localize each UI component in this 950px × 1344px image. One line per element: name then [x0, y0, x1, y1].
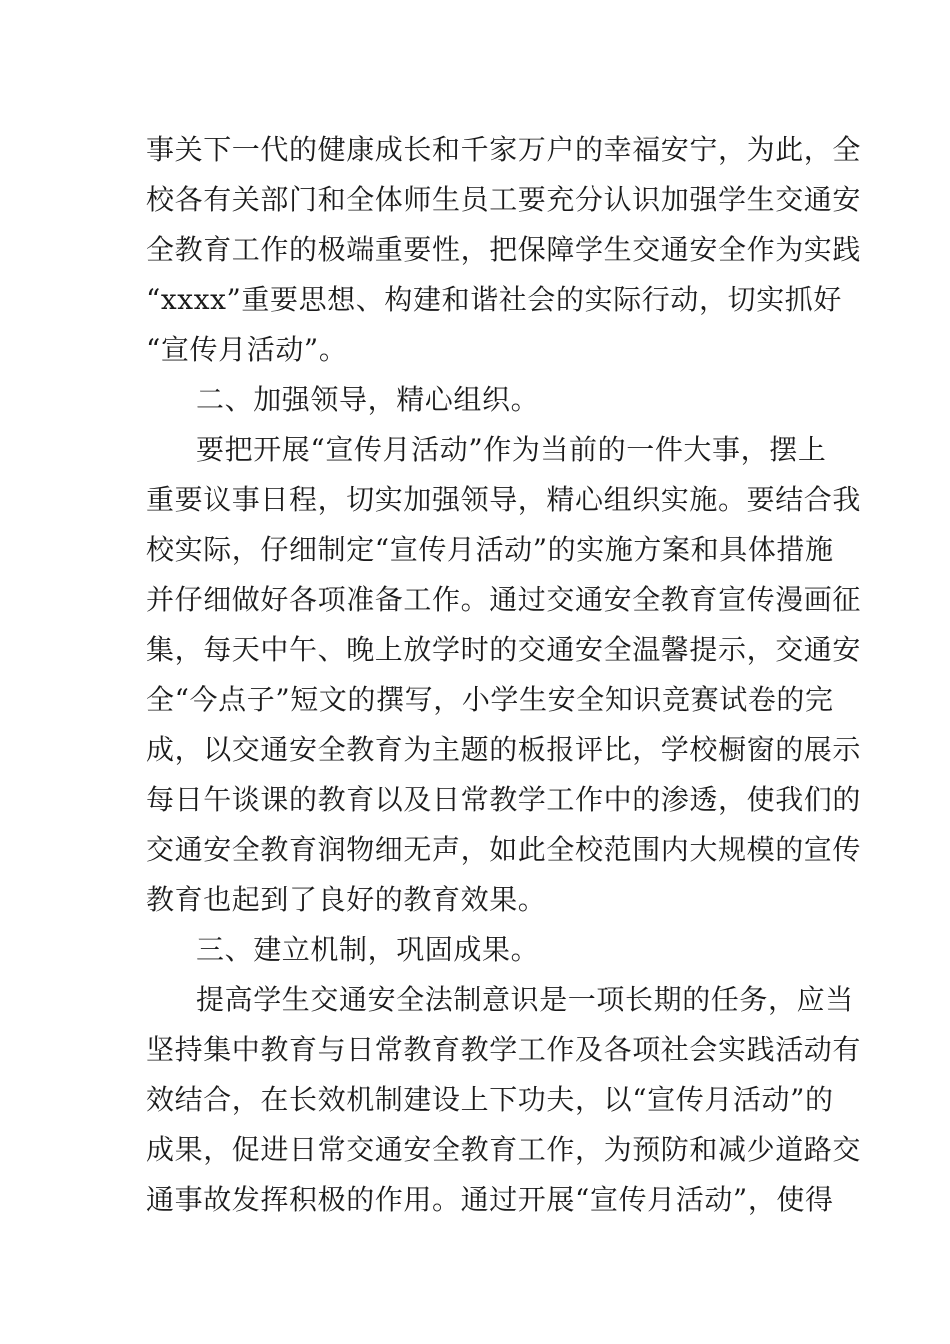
- text-line: “宣传月活动”。: [146, 333, 348, 366]
- text-line: 全“今点子”短文的撰写，小学生安全知识竞赛试卷的完: [146, 683, 834, 716]
- text-line: 校各有关部门和全体师生员工要充分认识加强学生交通安: [146, 183, 862, 216]
- text-line: 校实际，仔细制定“宣传月活动”的实施方案和具体措施: [146, 533, 834, 566]
- text-line: 集，每天中午、晚上放学时的交通安全温馨提示，交通安: [146, 633, 862, 666]
- text-line: 成果，促进日常交通安全教育工作，为预防和减少道路交: [146, 1133, 862, 1166]
- section-heading: 三、建立机制，巩固成果。: [196, 933, 540, 966]
- text-line: 教育也起到了良好的教育效果。: [146, 883, 547, 916]
- text-line: “xxxx”重要思想、构建和谐社会的实际行动，切实抓好: [146, 283, 842, 316]
- text-line: 全教育工作的极端重要性，把保障学生交通安全作为实践: [146, 233, 862, 266]
- section-heading: 二、加强领导，精心组织。: [196, 383, 540, 416]
- text-line: 成，以交通安全教育为主题的板报评比，学校橱窗的展示: [146, 733, 862, 766]
- paragraph-first-line: 要把开展“宣传月活动”作为当前的一件大事，摆上: [196, 433, 827, 466]
- text-line: 重要议事日程，切实加强领导，精心组织实施。要结合我: [146, 483, 862, 516]
- paragraph-first-line: 提高学生交通安全法制意识是一项长期的任务，应当: [196, 983, 854, 1016]
- text-line: 效结合，在长效机制建设上下功夫，以“宣传月活动”的: [146, 1083, 834, 1116]
- text-line: 交通安全教育润物细无声，如此全校范围内大规模的宣传: [146, 833, 862, 866]
- text-line: 每日午谈课的教育以及日常教学工作中的渗透，使我们的: [146, 783, 862, 816]
- text-line: 通事故发挥积极的作用。通过开展“宣传月活动”，使得: [146, 1183, 834, 1216]
- text-line: 并仔细做好各项准备工作。通过交通安全教育宣传漫画征: [146, 583, 862, 616]
- text-line: 事关下一代的健康成长和千家万户的幸福安宁，为此，全: [146, 133, 862, 166]
- text-line: 坚持集中教育与日常教育教学工作及各项社会实践活动有: [146, 1033, 862, 1066]
